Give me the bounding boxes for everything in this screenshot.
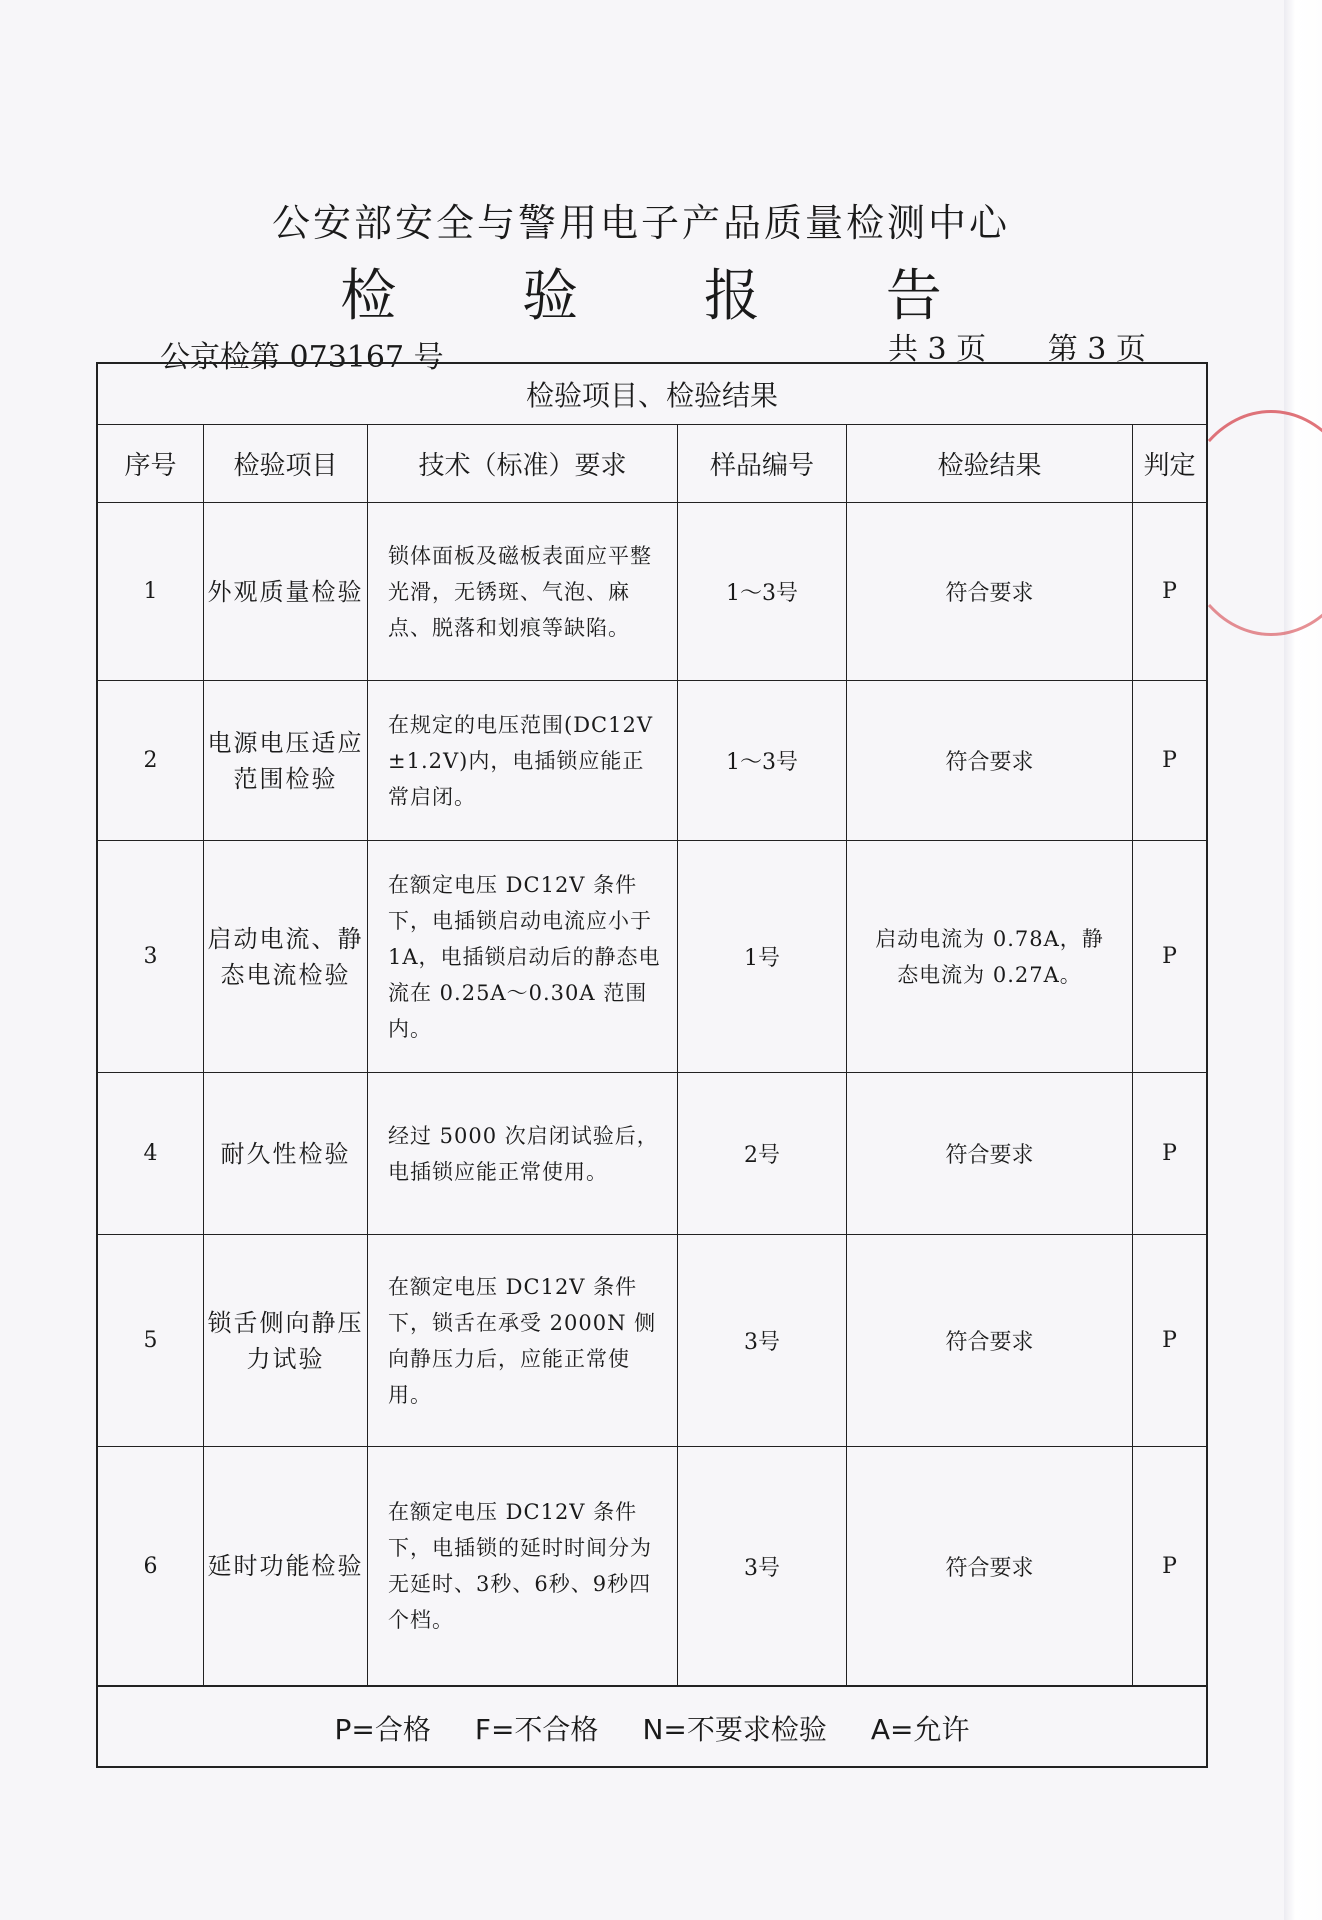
report-number: 公京检第 073167 号 (160, 340, 444, 375)
verdict-legend (98, 1687, 1206, 1769)
row-item: 外观质量检验 (204, 503, 368, 681)
row-verdict: P (1133, 1073, 1206, 1235)
column-header-result: 检验结果 (847, 425, 1133, 503)
report-title: 检 验 报 告 (340, 264, 996, 329)
row-item: 延时功能检验 (204, 1447, 368, 1685)
row-sample: 1～3号 (678, 681, 847, 841)
row-item: 锁舌侧向静压力试验 (204, 1235, 368, 1447)
row-requirement: 在额定电压 DC12V 条件下，电插锁启动电流应小于 1A，电插锁启动后的静态电流在 0.25A～0.30A 范围内。 (368, 841, 678, 1073)
row-verdict: P (1133, 681, 1206, 841)
row-item: 启动电流、静态电流检验 (204, 841, 368, 1073)
row-result: 符合要求 (847, 1073, 1133, 1235)
row-requirement: 经过 5000 次启闭试验后，电插锁应能正常使用。 (368, 1073, 678, 1235)
legend-allowed: A=允许 (870, 1713, 970, 1746)
row-sample: 3号 (678, 1447, 847, 1685)
row-result: 符合要求 (847, 503, 1133, 681)
column-header-verdict: 判定 (1133, 425, 1206, 503)
row-item: 耐久性检验 (204, 1073, 368, 1235)
results-table (96, 362, 1208, 1768)
results-grid (98, 425, 1206, 1687)
row-sample: 3号 (678, 1235, 847, 1447)
row-no: 3 (98, 841, 204, 1073)
row-verdict: P (1162, 1553, 1177, 1579)
column-header-item: 检验项目 (204, 425, 368, 503)
legend-not-required: N=不要求检验 (642, 1713, 827, 1746)
row-sample: 1～3号 (678, 503, 847, 681)
organization-name: 公安部安全与警用电子产品质量检测中心 (271, 201, 1010, 245)
row-verdict: P (1133, 1235, 1206, 1447)
row-requirement: 在额定电压 DC12V 条件下，电插锁的延时时间分为无延时、3秒、6秒、9秒四个档。 (368, 1447, 678, 1685)
total-pages: 共 3 页 (888, 332, 987, 367)
page-edge-shadow (1284, 0, 1322, 1920)
row-sample: 1号 (678, 841, 847, 1073)
row-item: 电源电压适应范围检验 (204, 681, 368, 841)
column-header-sample: 样品编号 (678, 425, 847, 503)
row-no: 2 (98, 681, 204, 841)
row-result: 符合要求 (847, 1447, 1133, 1685)
row-no: 4 (98, 1073, 204, 1235)
column-header-requirement: 技术（标准）要求 (368, 425, 678, 503)
current-page: 第 3 页 (1047, 332, 1146, 367)
row-no: 1 (98, 503, 204, 681)
row-no: 5 (98, 1235, 204, 1447)
table-section-title: 检验项目、检验结果 (98, 364, 1206, 425)
row-requirement: 锁体面板及磁板表面应平整光滑，无锈斑、气泡、麻点、脱落和划痕等缺陷。 (368, 503, 678, 681)
legend-fail: F=不合格 (474, 1713, 599, 1746)
row-result: 启动电流为 0.78A，静态电流为 0.27A。 (847, 841, 1133, 1073)
row-sample: 2号 (678, 1073, 847, 1235)
row-requirement: 在额定电压 DC12V 条件下，锁舌在承受 2000N 侧向静压力后，应能正常使用。 (368, 1235, 678, 1447)
row-requirement: 在规定的电压范围(DC12V ±1.2V)内，电插锁应能正常启闭。 (368, 681, 678, 841)
legend-pass: P=合格 (334, 1713, 431, 1746)
row-no: 6 (98, 1447, 204, 1685)
row-verdict: P (1133, 841, 1206, 1073)
row-verdict: P (1133, 503, 1206, 681)
row-result: 符合要求 (847, 681, 1133, 841)
column-header-no: 序号 (98, 425, 204, 503)
row-result: 符合要求 (847, 1235, 1133, 1447)
